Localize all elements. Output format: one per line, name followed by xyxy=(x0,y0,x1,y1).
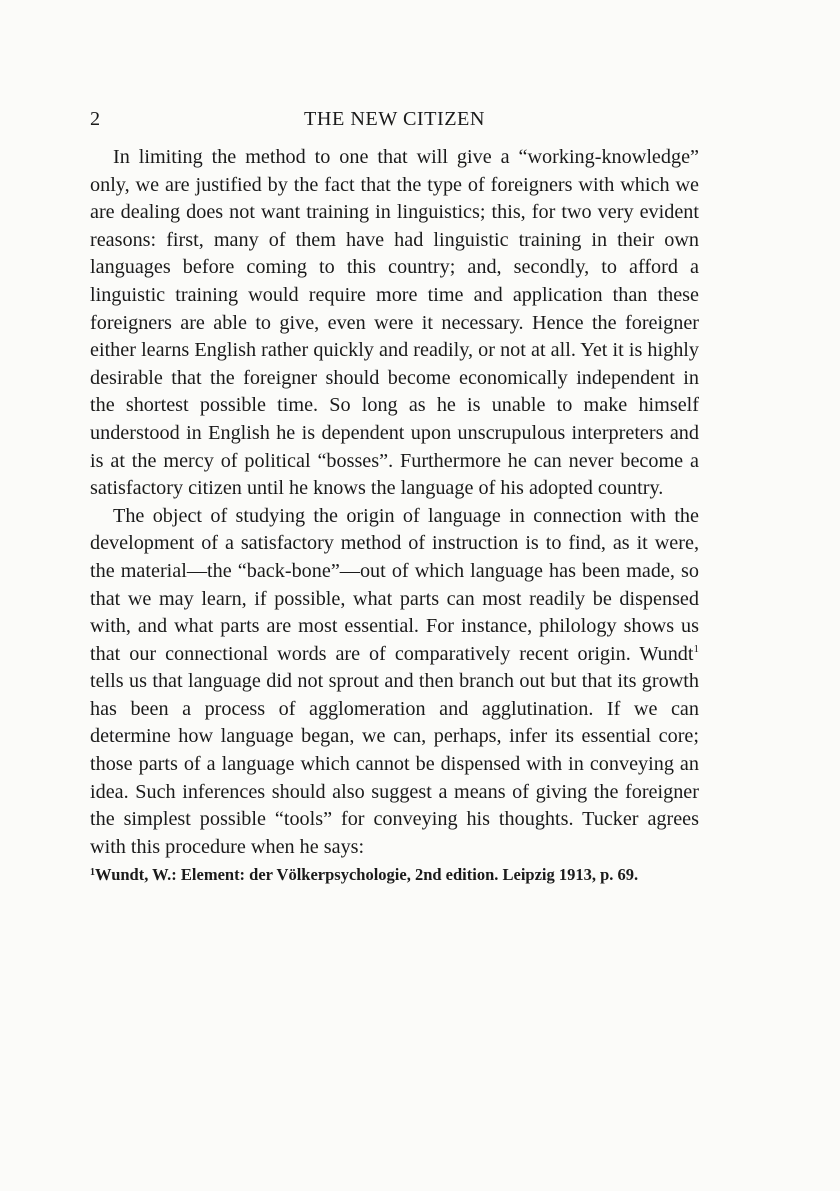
running-title: THE NEW CITIZEN xyxy=(304,108,485,130)
footnote-mark: 1 xyxy=(90,867,95,879)
paragraph-2 xyxy=(90,503,699,862)
running-head xyxy=(90,102,699,136)
paragraph-2-text-before: The object of studying the origin of language in connection with the development of a satisfactory method of instruction is to find, as it were, the material—the “back-bone”—out of which language has been made, so that we may learn, if possible, what parts can most readily be dispensed with, and what parts are most essential. For instance, philology shows us that our connectional words are of comparatively recent origin. Wundt xyxy=(90,504,699,665)
footnote-text: Wundt, W.: Element: der Völkerpsychologie, 2nd edition. Leipzig 1913, p. 69. xyxy=(95,865,639,885)
text-block xyxy=(90,102,699,885)
footnote xyxy=(90,864,699,885)
paragraph-1 xyxy=(90,144,699,503)
footnote-reference-mark: 1 xyxy=(693,642,699,655)
page-number: 2 xyxy=(90,108,101,130)
paragraph-1-text: In limiting the method to one that will give a “working-knowledge” only, we are justified by the fact that the type of foreigners with which we are dealing does not want training in linguistics; this, for two very evident reasons: first, many of them have had linguistic training in their own languages before coming to this country; and, secondly, to afford a linguistic training would require more time and application than these foreigners are able to give, even were it necessary. Hence the foreigner either learns English rather quickly and readily, or not at all. Yet it is highly desirable that the foreigner should become economically independent in the shortest possible time. So long as he is unable to make himself understood in English he is dependent upon unscrupulous interpreters and is at the mercy of political “bosses”. Furthermore he can never become a satisfactory citizen until he knows the language of his adopted country. xyxy=(90,146,699,500)
paragraph-2-text-after: tells us that language did not sprout and then branch out but that its growth has been a process of agglomeration and agglutination. If we can determine how language began, we can, perhaps, infer its essential core; those parts of a language which cannot be dispensed with in conveying an idea. Such inferences should also suggest a means of giving the foreigner the simplest possible “tools” for conveying his thoughts. Tucker agrees with this procedure when he says: xyxy=(90,670,699,858)
